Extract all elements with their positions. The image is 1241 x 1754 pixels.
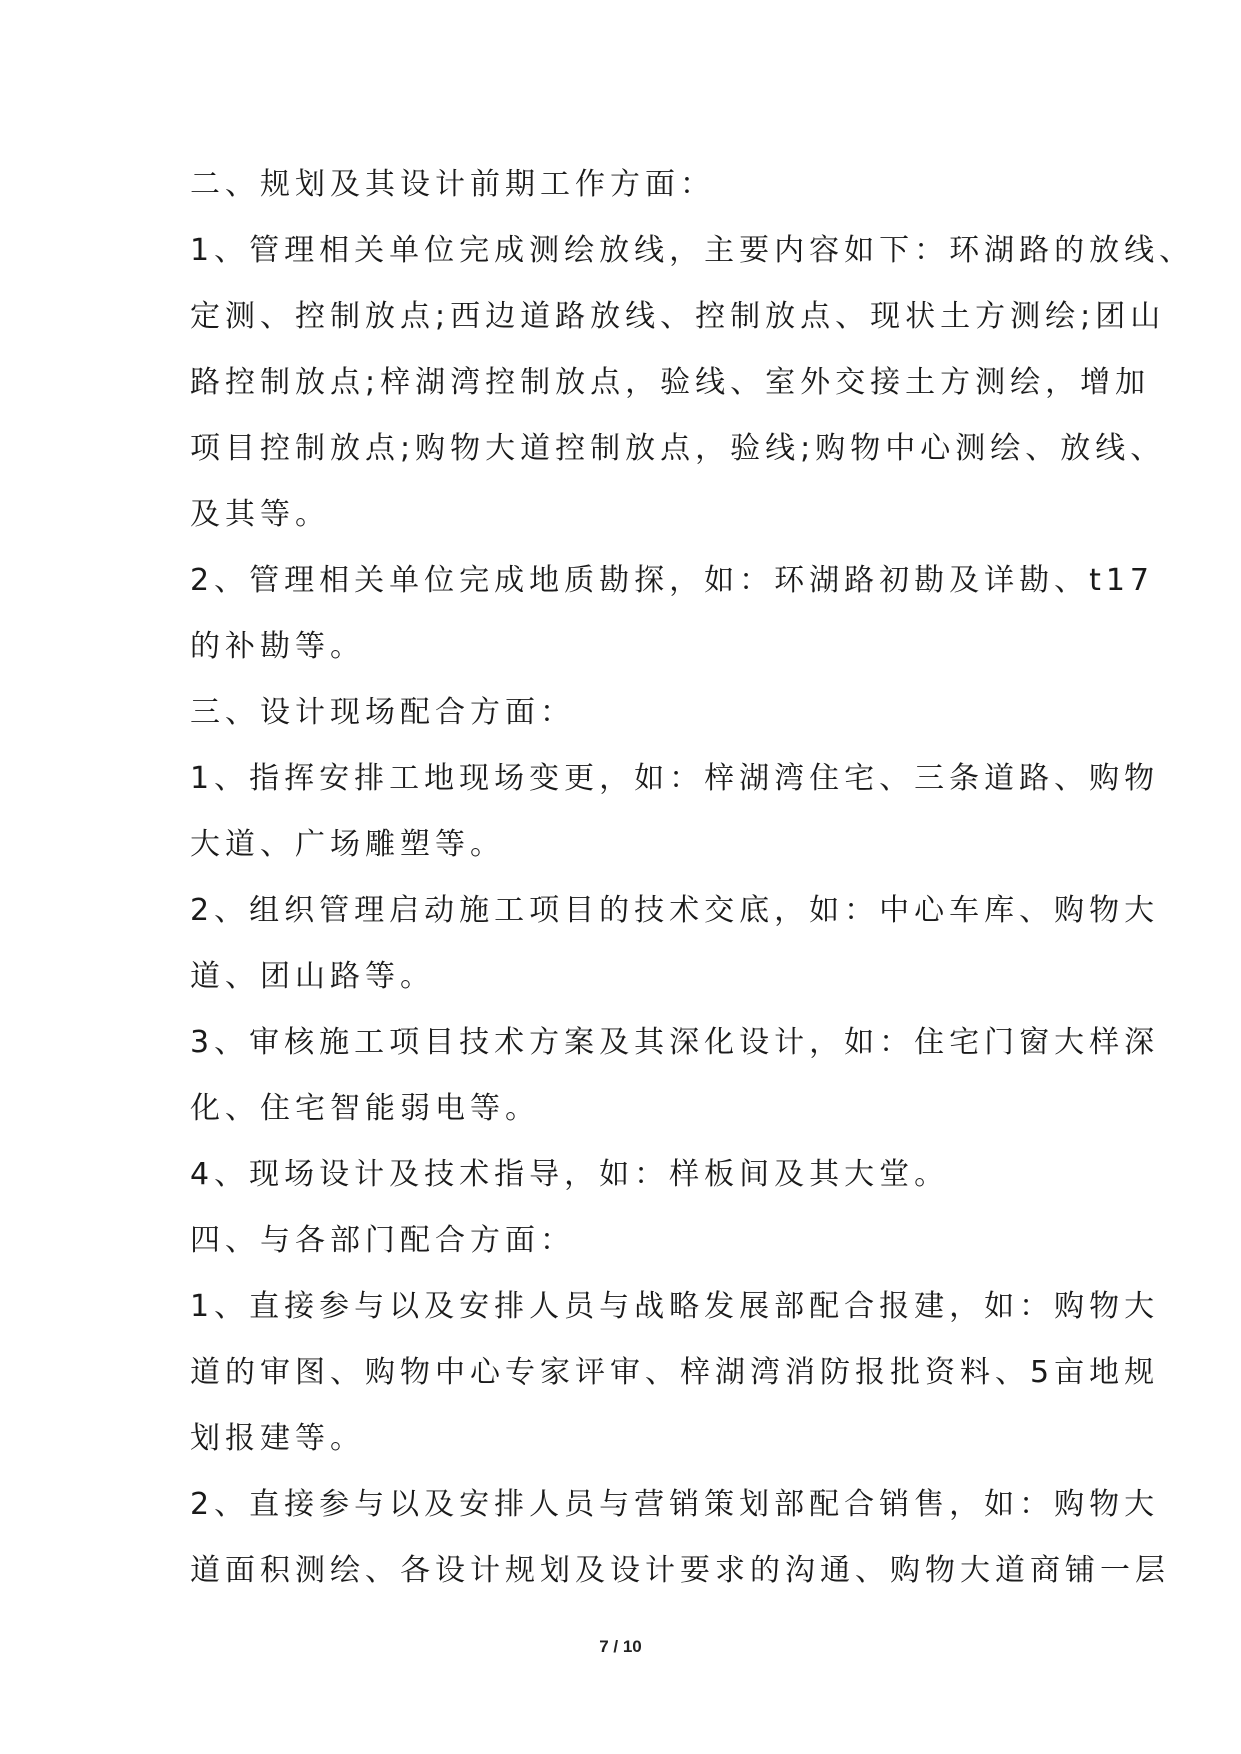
section-heading: 四、与各部门配合方面： — [190, 1223, 575, 1258]
paragraph-line: 1、管理相关单位完成测绘放线，主要内容如下：环湖路的放线、 — [190, 233, 1195, 268]
paragraph-line: 1、指挥安排工地现场变更，如：梓湖湾住宅、三条道路、购物 — [190, 761, 1160, 796]
paragraph-line: 定测、控制放点;西边道路放线、控制放点、现状土方测绘;团山 — [190, 299, 1166, 334]
paragraph-line: 道面积测绘、各设计规划及设计要求的沟通、购物大道商铺一层 — [190, 1553, 1170, 1588]
section-heading: 三、设计现场配合方面： — [190, 695, 575, 730]
paragraph-line: 及其等。 — [190, 497, 330, 532]
paragraph-line: 2、管理相关单位完成地质勘探，如：环湖路初勘及详勘、t17 — [190, 563, 1155, 598]
paragraph-line: 3、审核施工项目技术方案及其深化设计，如：住宅门窗大样深 — [190, 1025, 1160, 1060]
page-number: 7 / 10 — [599, 1637, 642, 1656]
section-heading: 二、规划及其设计前期工作方面： — [190, 167, 715, 202]
paragraph-line: 道的审图、购物中心专家评审、梓湖湾消防报批资料、5亩地规 — [190, 1355, 1160, 1390]
paragraph-line: 4、现场设计及技术指导，如：样板间及其大堂。 — [190, 1157, 950, 1192]
paragraph-line: 路控制放点;梓湖湾控制放点，验线、室外交接土方测绘，增加 — [190, 365, 1151, 400]
paragraph-line: 化、住宅智能弱电等。 — [190, 1091, 540, 1126]
paragraph-line: 1、直接参与以及安排人员与战略发展部配合报建，如：购物大 — [190, 1289, 1160, 1324]
paragraph-line: 2、直接参与以及安排人员与营销策划部配合销售，如：购物大 — [190, 1487, 1160, 1522]
paragraph-line: 道、团山路等。 — [190, 959, 435, 994]
paragraph-line: 项目控制放点;购物大道控制放点，验线;购物中心测绘、放线、 — [190, 431, 1166, 466]
paragraph-line: 的补勘等。 — [190, 629, 365, 664]
paragraph-line: 大道、广场雕塑等。 — [190, 827, 505, 862]
paragraph-line: 2、组织管理启动施工项目的技术交底，如：中心车库、购物大 — [190, 893, 1160, 928]
paragraph-line: 划报建等。 — [190, 1421, 365, 1456]
